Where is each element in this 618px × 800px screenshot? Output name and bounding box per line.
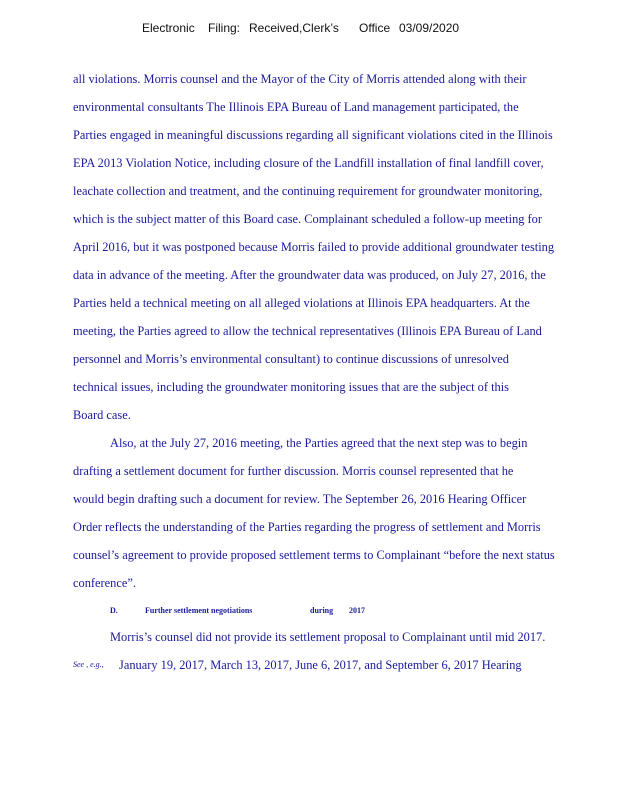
section-heading-d <box>73 602 573 628</box>
paragraph-line: April 2016, but it was postponed because Morris failed to provide additional groundwater testing <box>73 240 555 254</box>
document-body <box>73 70 573 684</box>
paragraph-line: would begin drafting such a document for review. The September 26, 2016 Hearing Officer <box>73 492 527 506</box>
paragraph-line: which is the subject matter of this Board case. Complainant scheduled a follow-up meeting for <box>73 212 542 226</box>
paragraph-line: data in advance of the meeting. After the groundwater data was produced, on July 27, 2016, the <box>73 268 546 282</box>
paragraph-line: Morris’s counsel did not provide its settlement proposal to Complainant until mid 2017. <box>110 630 546 644</box>
paragraph-line: environmental consultants The Illinois EPA Bureau of Land management participated, the <box>73 100 519 114</box>
section-title: Further settlement negotiations <box>145 606 253 615</box>
paragraph-line: personnel and Morris’s environmental consultant) to continue discussions of unresolved <box>73 352 510 366</box>
paragraph-line: Order reflects the understanding of the Parties regarding the progress of settlement and Morris <box>73 520 541 534</box>
citation-line <box>73 656 573 684</box>
paragraph-line: January 19, 2017, March 13, 2017, June 6, 2017, and September 6, 2017 Hearing <box>119 658 522 672</box>
paragraph-line: Parties held a technical meeting on all alleged violations at Illinois EPA headquarters. At the <box>73 296 530 310</box>
see-signal: See , e.g., <box>73 660 104 669</box>
section-title-during: during <box>310 606 334 615</box>
paragraph-3 <box>73 628 573 684</box>
paragraph-line: drafting a settlement document for further discussion. Morris counsel represented that he <box>73 464 514 478</box>
header-electronic: Electronic <box>142 21 195 35</box>
paragraph-line: leachate collection and treatment, and the continuing requirement for groundwater monitoring, <box>73 184 543 198</box>
paragraph-line: meeting, the Parties agreed to allow the technical representatives (Illinois EPA Bureau of Land <box>73 324 542 338</box>
header-filing: Filing: <box>208 21 241 35</box>
header-date: 03/09/2020 <box>399 21 460 35</box>
paragraph-line: conference”. <box>73 576 136 590</box>
paragraph-line: EPA 2013 Violation Notice, including closure of the Landfill installation of final landfill cover, <box>73 156 544 170</box>
paragraph-line: counsel’s agreement to provide proposed settlement terms to Complainant “before the next status <box>73 548 555 562</box>
paragraph-line: Parties engaged in meaningful discussions regarding all significant violations cited in the Illinois <box>73 128 553 142</box>
paragraph-line: technical issues, including the groundwater monitoring issues that are the subject of this <box>73 380 509 394</box>
section-title-year: 2017 <box>349 606 365 615</box>
paragraph-line: Board case. <box>73 408 131 422</box>
section-letter: D. <box>110 606 118 615</box>
paragraph-2 <box>73 434 573 602</box>
paragraph-line: all violations. Morris counsel and the Mayor of the City of Morris attended along with their <box>73 72 527 86</box>
header-office: Office <box>359 21 391 35</box>
paragraph-1 <box>73 70 573 434</box>
header-received: Received,Clerk’s <box>249 21 339 35</box>
paragraph-line: Also, at the July 27, 2016 meeting, the Parties agreed that the next step was to begin <box>110 436 528 450</box>
